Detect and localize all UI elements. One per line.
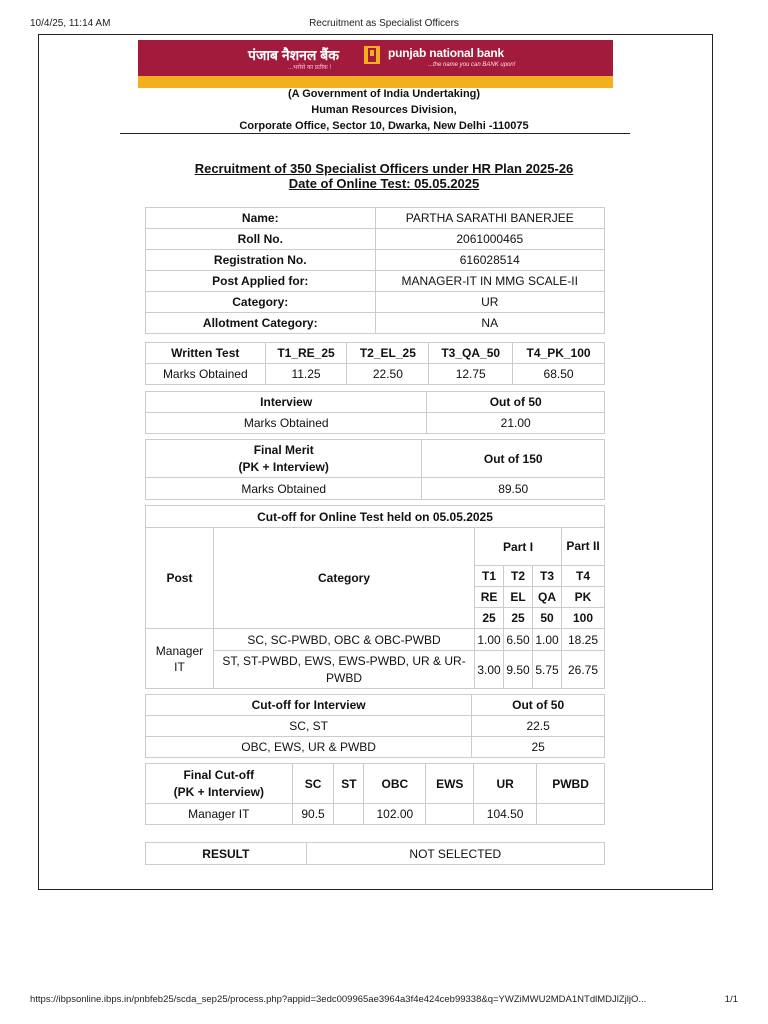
header-line: (PK + Interview) — [173, 784, 264, 799]
column-header — [146, 764, 293, 804]
detail-value: MANAGER-IT IN MMG SCALE-II — [375, 271, 605, 292]
bank-tagline-hindi: ...भरोसे का प्रतीक ! — [288, 65, 332, 71]
result-value: NOT SELECTED — [306, 843, 604, 865]
column-header: T2 — [504, 566, 533, 587]
org-line-3: Corporate Office, Sector 10, Dwarka, New Delhi -110075 — [239, 120, 529, 132]
header-divider — [120, 133, 630, 134]
table-header-row — [146, 695, 605, 716]
print-date: 10/4/25, 11:14 AM — [30, 18, 111, 29]
column-header: Post — [146, 528, 214, 629]
detail-label: Post Applied for: — [146, 271, 376, 292]
header-line: Final Cut-off — [183, 767, 255, 782]
column-header: OBC — [364, 764, 426, 804]
row-label: Marks Obtained — [146, 413, 427, 434]
table-cell: 68.50 — [513, 364, 605, 385]
table-cell: 11.25 — [265, 364, 347, 385]
table-row — [146, 292, 605, 313]
print-footer — [0, 994, 768, 1008]
final-cutoff-table — [145, 763, 605, 825]
column-header: 25 — [475, 608, 504, 629]
column-header: T2_EL_25 — [347, 343, 429, 364]
column-header: Interview — [146, 392, 427, 413]
bank-banner — [138, 40, 613, 88]
column-header: Part I — [475, 528, 562, 566]
page-number: 1/1 — [724, 994, 738, 1005]
detail-label: Roll No. — [146, 229, 376, 250]
table-row — [146, 208, 605, 229]
table-header-row — [146, 343, 605, 364]
row-label: Marks Obtained — [146, 478, 422, 500]
pnb-logo-icon — [364, 46, 380, 64]
table-cell: 6.50 — [504, 629, 533, 651]
cutoff-online-title: Cut-off for Online Test held on 05.05.2025 — [146, 506, 605, 528]
row-label: SC, ST — [146, 716, 472, 737]
table-cell: 22.5 — [472, 716, 605, 737]
table-cell: 5.75 — [533, 651, 562, 689]
cutoff-online-table — [145, 505, 605, 689]
detail-value: 616028514 — [375, 250, 605, 271]
table-cell: 1.00 — [475, 629, 504, 651]
column-header: T1_RE_25 — [265, 343, 347, 364]
recruitment-title: Recruitment of 350 Specialist Officers under HR Plan 2025-26 — [194, 161, 574, 176]
org-line-1: (A Government of India Undertaking) — [287, 88, 481, 100]
banner-gold-strip — [138, 76, 613, 88]
detail-value: 2061000465 — [375, 229, 605, 250]
column-header: ST — [334, 764, 364, 804]
column-header: T4 — [561, 566, 604, 587]
interview-table — [145, 391, 605, 434]
column-header: 25 — [504, 608, 533, 629]
table-cell: 1.00 — [533, 629, 562, 651]
column-header: RE — [475, 587, 504, 608]
table-row — [146, 250, 605, 271]
column-header: T1 — [475, 566, 504, 587]
column-header: T3_QA_50 — [429, 343, 513, 364]
bank-name-hindi: पंजाब नैशनल बैंक — [248, 47, 340, 63]
column-header: SC — [292, 764, 334, 804]
table-header-row — [146, 528, 605, 566]
column-header: Out of 50 — [427, 392, 605, 413]
table-header-row — [146, 506, 605, 528]
column-header: T4_PK_100 — [513, 343, 605, 364]
table-cell: 89.50 — [422, 478, 605, 500]
table-row — [146, 629, 605, 651]
table-cell: 22.50 — [347, 364, 429, 385]
table-header-row — [146, 764, 605, 804]
cutoff-interview-table — [145, 694, 605, 758]
table-cell: 18.25 — [561, 629, 604, 651]
final-merit-table — [145, 439, 605, 500]
table-header-row — [146, 392, 605, 413]
org-line-2: Human Resources Division, — [311, 104, 457, 116]
page-url: https://ibpsonline.ibps.in/pnbfeb25/scda_sep25/process.php?appid=3edc009965ae3964a3f4e424ceb99338&q=YWZiMWU2MDA1NTdlMDJlZjljO... — [30, 994, 647, 1005]
table-cell: 12.75 — [429, 364, 513, 385]
column-header: Out of 150 — [422, 440, 605, 478]
column-header — [146, 440, 422, 478]
column-header: Category — [213, 528, 474, 629]
post-name: Manager IT — [146, 629, 214, 689]
row-label: Marks Obtained — [146, 364, 266, 385]
column-header: UR — [474, 764, 537, 804]
bank-name-english: punjab national bank — [388, 46, 505, 60]
table-cell: 25 — [472, 737, 605, 758]
result-label: RESULT — [146, 843, 307, 865]
table-row — [146, 364, 605, 385]
table-cell: 90.5 — [292, 804, 334, 825]
table-row — [146, 843, 605, 865]
table-row — [146, 478, 605, 500]
table-row — [146, 413, 605, 434]
print-title: Recruitment as Specialist Officers — [309, 18, 459, 29]
detail-label: Category: — [146, 292, 376, 313]
table-cell — [537, 804, 605, 825]
row-label: OBC, EWS, UR & PWBD — [146, 737, 472, 758]
column-header: Out of 50 — [472, 695, 605, 716]
candidate-details-table — [145, 207, 605, 334]
detail-label: Registration No. — [146, 250, 376, 271]
detail-label: Allotment Category: — [146, 313, 376, 334]
table-row — [146, 804, 605, 825]
category-cell: SC, SC-PWBD, OBC & OBC-PWBD — [213, 629, 474, 651]
table-cell: 104.50 — [474, 804, 537, 825]
row-label: Manager IT — [146, 804, 293, 825]
table-header-row — [146, 440, 605, 478]
column-header: T3 — [533, 566, 562, 587]
table-row — [146, 271, 605, 292]
column-header: Part II — [561, 528, 604, 566]
column-header: PWBD — [537, 764, 605, 804]
detail-label: Name: — [146, 208, 376, 229]
table-row — [146, 737, 605, 758]
detail-value: UR — [375, 292, 605, 313]
column-header: EWS — [426, 764, 474, 804]
column-header: 50 — [533, 608, 562, 629]
column-header: EL — [504, 587, 533, 608]
table-cell: 9.50 — [504, 651, 533, 689]
detail-value: PARTHA SARATHI BANERJEE — [375, 208, 605, 229]
table-row — [146, 229, 605, 250]
column-header: Cut-off for Interview — [146, 695, 472, 716]
table-row — [146, 716, 605, 737]
table-cell: 26.75 — [561, 651, 604, 689]
bank-tagline-english: ...the name you can BANK upon! — [428, 62, 516, 68]
column-header: Written Test — [146, 343, 266, 364]
category-cell: ST, ST-PWBD, EWS, EWS-PWBD, UR & UR-PWBD — [213, 651, 474, 689]
print-header — [0, 18, 768, 32]
table-cell — [426, 804, 474, 825]
table-cell: 102.00 — [364, 804, 426, 825]
test-date-title: Date of Online Test: 05.05.2025 — [288, 176, 480, 191]
header-line: (PK + Interview) — [238, 459, 329, 474]
written-test-table — [145, 342, 605, 385]
table-cell: 21.00 — [427, 413, 605, 434]
header-line: Final Merit — [253, 442, 314, 457]
table-row — [146, 313, 605, 334]
column-header: 100 — [561, 608, 604, 629]
table-cell: 3.00 — [475, 651, 504, 689]
column-header: PK — [561, 587, 604, 608]
table-cell — [334, 804, 364, 825]
column-header: QA — [533, 587, 562, 608]
table-row — [146, 651, 605, 689]
result-table — [145, 842, 605, 865]
detail-value: NA — [375, 313, 605, 334]
